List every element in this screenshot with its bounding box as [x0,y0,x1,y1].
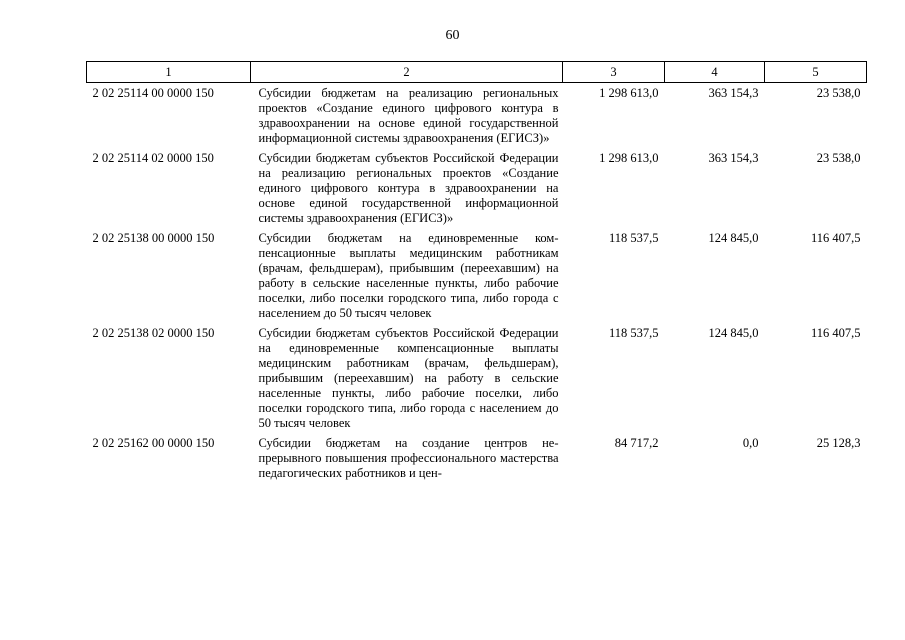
table-row [87,322,867,432]
value-col5: 23 538,0 [816,86,861,100]
value-col3: 84 717,2 [614,436,659,450]
row-description: Субсидии бюджетам на создание центров непрерывного повышения профессионального мастерства педагогических работников и цен- [258,436,559,480]
value-col5: 116 407,5 [810,231,861,245]
header-cell-4: 4 [665,62,765,83]
table-body [87,83,867,483]
table-row [87,227,867,322]
table-row [87,147,867,227]
value-col5: 116 407,5 [810,326,861,340]
budget-code: 2 02 25114 00 0000 150 [92,86,214,100]
value-col5: 25 128,3 [816,436,861,450]
table-row [87,83,867,148]
row-description: Субсидии бюджетам на единовременные компенсационные выплаты медицинским работникам (врачам, фельдшерам), прибывшим (переехавшим) на работу в сельские населенные пункты, либо рабочие поселки, либо поселки городского типа, либо города с населением до 50 тысяч человек [258,231,559,320]
header-row [87,62,867,83]
value-col5: 23 538,0 [816,151,861,165]
value-col3: 118 537,5 [608,326,659,340]
value-col3: 1 298 613,0 [599,86,659,100]
value-col4: 124 845,0 [708,231,759,245]
value-col4: 363 154,3 [708,86,759,100]
page-number: 60 [445,28,460,43]
value-col4: 0,0 [742,436,759,450]
row-description: Субсидии бюджетам субъектов Российской Федерации на единовременные компенсационные выплаты медицинским работникам (врачам, фельдшерам), прибывшим (переехавшим) на работу в сельские населенные пункты, либо рабочие поселки, либо поселки городского типа, либо города с населением до 50 тысяч человек [258,326,559,430]
row-description: Субсидии бюджетам субъектов Российской Федерации на реализацию региональных проектов «Создание единого цифрового контура в здравоохранении на основе единой государственной информационной системы здравоохранения (ЕГИСЗ)» [258,151,559,225]
header-cell-3: 3 [563,62,665,83]
value-col3: 118 537,5 [608,231,659,245]
budget-code: 2 02 25138 00 0000 150 [92,231,215,245]
budget-code: 2 02 25114 02 0000 150 [92,151,214,165]
value-col4: 363 154,3 [708,151,759,165]
row-description: Субсидии бюджетам на реализацию региональных проектов «Создание единого цифрового контура в здравоохранении на основе единой государственной информационной системы здравоохранения (ЕГИСЗ)» [258,86,559,145]
budget-code: 2 02 25162 00 0000 150 [92,436,215,450]
header-cell-2: 2 [251,62,563,83]
header-cell-1: 1 [87,62,251,83]
budget-code: 2 02 25138 02 0000 150 [92,326,215,340]
header-cell-5: 5 [765,62,867,83]
value-col4: 124 845,0 [708,326,759,340]
table-header [87,62,867,83]
budget-table [86,61,867,482]
table-row [87,432,867,482]
value-col3: 1 298 613,0 [599,151,659,165]
